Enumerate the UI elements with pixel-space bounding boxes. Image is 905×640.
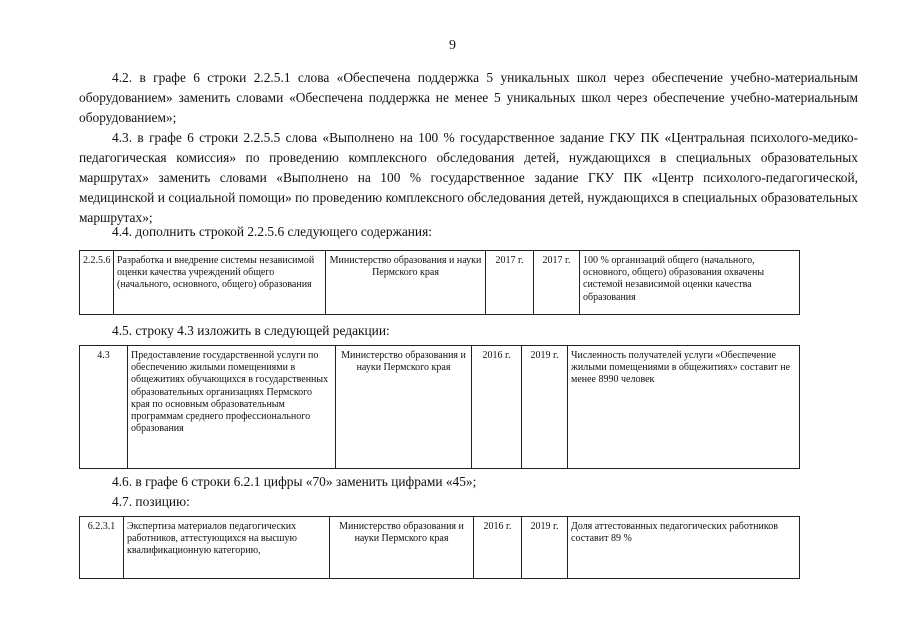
activity-name: Разработка и внедрение системы независимой оценки качества учреждений общего (начального, основного, общего) образования xyxy=(114,251,326,315)
page-number: 9 xyxy=(449,38,456,53)
start-year: 2016 г. xyxy=(474,517,522,579)
executor: Министерство образования и науки Пермского края xyxy=(336,346,472,469)
paragraph-4-7: 4.7. позицию: xyxy=(112,494,190,509)
paragraph-4-5: 4.5. строку 4.3 изложить в следующей редакции: xyxy=(112,323,390,338)
end-year: 2019 г. xyxy=(522,346,568,469)
table-row-6-2-3-1 xyxy=(79,516,800,579)
expected-result: Доля аттестованных педагогических работников составит 89 % xyxy=(568,517,800,579)
paragraph-4-2: 4.2. в графе 6 строки 2.2.5.1 слова «Обеспечена поддержка 5 уникальных школ через обеспечение учебно-материальным оборудованием» заменить словами «Обеспечена поддержка не менее 5 уникальных школ через обеспечение учебно-материальным оборудованием»; xyxy=(79,70,858,125)
table-row-4-3 xyxy=(79,345,800,469)
start-year: 2017 г. xyxy=(486,251,534,315)
expected-result: Численность получателей услуги «Обеспечение жилыми помещениями в общежитиях» составит не менее 8990 человек xyxy=(568,346,800,469)
executor: Министерство образования и науки Пермского края xyxy=(330,517,474,579)
activity-name: Предоставление государственной услуги по обеспечению жилыми помещениями в общежитиях обучающихся в государственных образовательных организациях Пермского края по основным образовательным программам среднего профессионального образования xyxy=(128,346,336,469)
paragraph-4-3: 4.3. в графе 6 строки 2.2.5.5 слова «Выполнено на 100 % государственное задание ГКУ ПК «Центральная психолого-медико-педагогическая комиссия» по проведению комплексного обследования детей, нуждающихся в специальных образовательных маршрутах» заменить словами «Выполнено на 100 % государственное задание ГКУ ПК «Центр психолого-педагогической, медицинской и социальной помощи» по проведению комплексного обследования детей, нуждающихся в специальных образовательных маршрутах»; xyxy=(79,130,858,225)
table-row-2-2-5-6 xyxy=(79,250,800,315)
row-number: 2.2.5.6 xyxy=(80,251,114,315)
activity-name: Экспертиза материалов педагогических работников, аттестующихся на высшую квалификационную категорию, xyxy=(124,517,330,579)
paragraph-4-4: 4.4. дополнить строкой 2.2.5.6 следующего содержания: xyxy=(112,224,432,239)
row-number: 4.3 xyxy=(80,346,128,469)
start-year: 2016 г. xyxy=(472,346,522,469)
expected-result: 100 % организаций общего (начального, основного, общего) образования охвачены системой независимой оценки качества образования xyxy=(580,251,800,315)
paragraph-4-6: 4.6. в графе 6 строки 6.2.1 цифры «70» заменить цифрами «45»; xyxy=(112,474,477,489)
row-number: 6.2.3.1 xyxy=(80,517,124,579)
end-year: 2019 г. xyxy=(522,517,568,579)
executor: Министерство образования и науки Пермского края xyxy=(326,251,486,315)
end-year: 2017 г. xyxy=(534,251,580,315)
